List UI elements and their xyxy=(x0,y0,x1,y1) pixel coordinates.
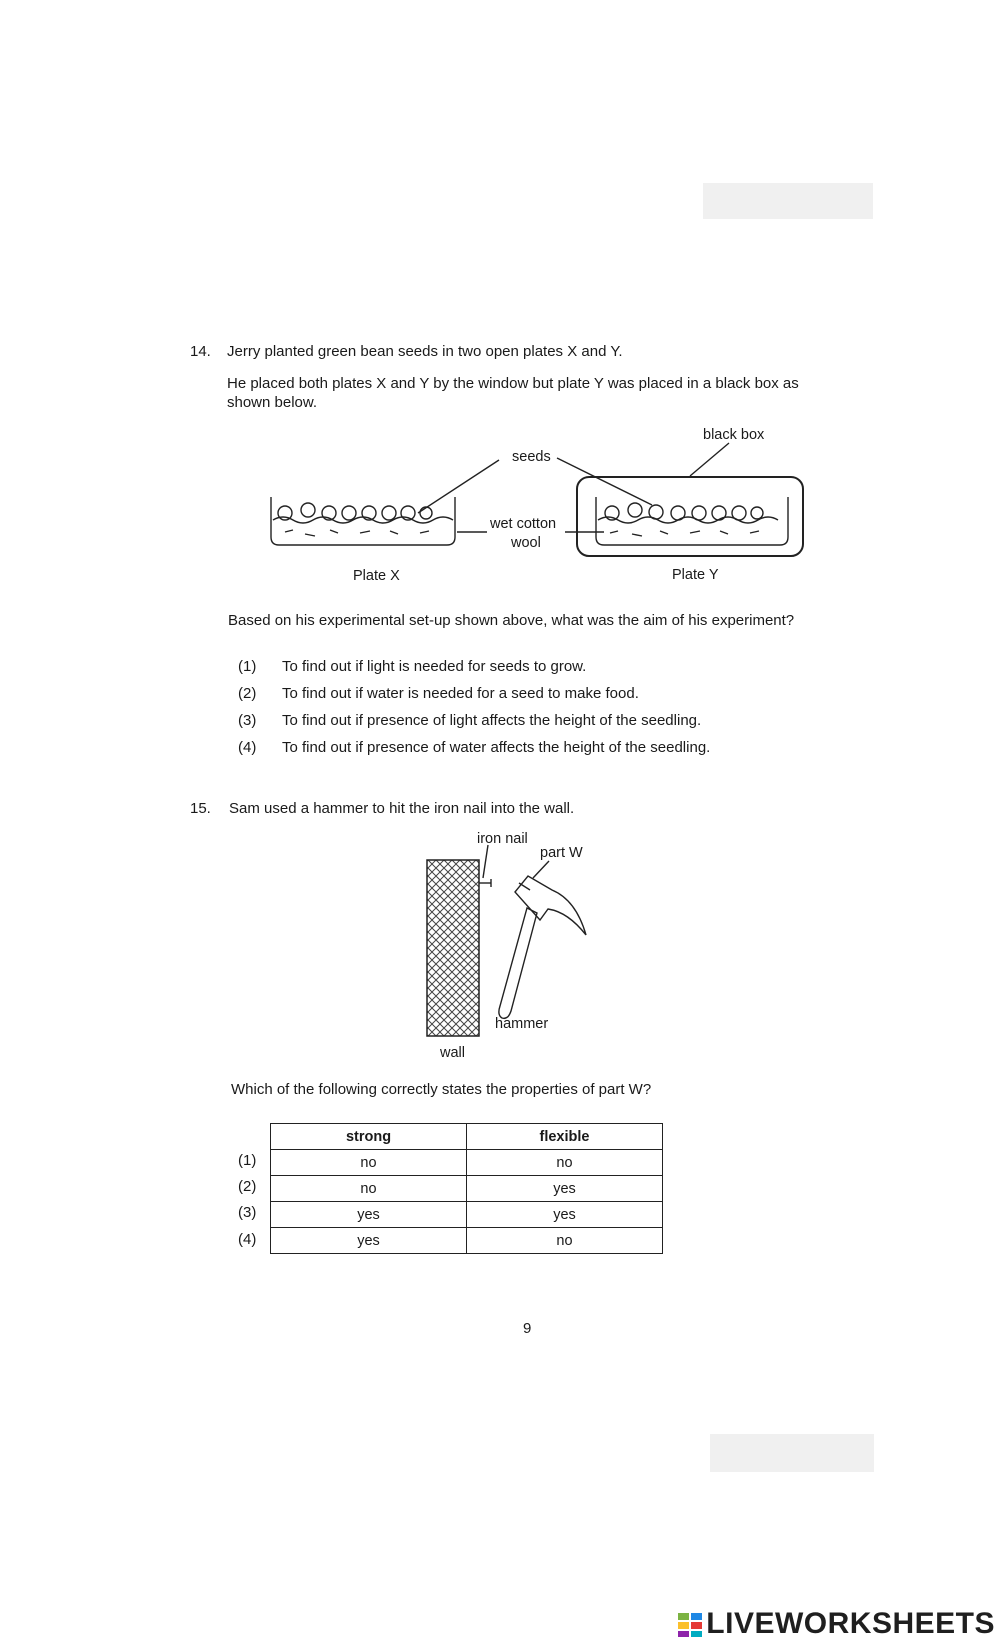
q14-option-4[interactable]: To find out if presence of water affects the height of the seedling. xyxy=(282,739,711,756)
table-cell-flexible: no xyxy=(467,1228,663,1254)
label-iron-nail: iron nail xyxy=(477,831,528,847)
liveworksheets-logo-icon xyxy=(678,1611,702,1645)
label-hammer: hammer xyxy=(495,1016,549,1032)
table-row[interactable] xyxy=(271,1228,663,1254)
properties-table xyxy=(270,1123,663,1254)
q14-option-2[interactable]: To find out if water is needed for a seed to make food. xyxy=(282,685,639,702)
q14-option-3[interactable]: To find out if presence of light affects the height of the seedling. xyxy=(282,712,702,729)
q15-number: 15. xyxy=(190,800,211,817)
q15-question: Which of the following correctly states the properties of part W? xyxy=(231,1081,652,1098)
label-plate-y: Plate Y xyxy=(672,567,719,583)
page-number: 9 xyxy=(523,1320,532,1337)
label-wall: wall xyxy=(440,1045,465,1061)
label-wool: wool xyxy=(511,535,541,551)
table-row-2-num: (2) xyxy=(238,1178,257,1195)
table-row[interactable] xyxy=(271,1150,663,1176)
q14-line2a: He placed both plates X and Y by the window but plate Y was placed in a black box as xyxy=(227,375,799,392)
table-cell-strong: yes xyxy=(271,1228,467,1254)
table-row-4-num: (4) xyxy=(238,1231,257,1248)
table-cell-strong: no xyxy=(271,1150,467,1176)
table-cell-strong: yes xyxy=(271,1202,467,1228)
table-row-3-num: (3) xyxy=(238,1204,257,1221)
table-cell-flexible: yes xyxy=(467,1176,663,1202)
hammer-handle xyxy=(499,908,537,1018)
answer-box-bottom[interactable] xyxy=(710,1434,874,1472)
q14-option-2-num: (2) xyxy=(238,685,257,702)
table-row-1-num: (1) xyxy=(238,1152,257,1169)
brand-text: LIVEWORKSHEETS xyxy=(706,1607,995,1640)
q14-line2b: shown below. xyxy=(227,394,318,411)
table-cell-flexible: yes xyxy=(467,1202,663,1228)
table-header-strong: strong xyxy=(271,1124,467,1150)
label-seeds: seeds xyxy=(512,449,551,465)
iron-nail-pointer xyxy=(483,845,488,878)
q14-option-1-num: (1) xyxy=(238,658,257,675)
table-row[interactable] xyxy=(271,1176,663,1202)
label-plate-x: Plate X xyxy=(353,568,400,584)
liveworksheets-brand xyxy=(678,1607,995,1645)
part-w-pointer xyxy=(533,861,549,878)
q14-option-1[interactable]: To find out if light is needed for seeds to grow. xyxy=(282,658,587,675)
q15-line1: Sam used a hammer to hit the iron nail into the wall. xyxy=(229,800,575,817)
table-cell-flexible: no xyxy=(467,1150,663,1176)
table-header-flexible: flexible xyxy=(467,1124,663,1150)
q14-number: 14. xyxy=(190,343,211,360)
q14-option-3-num: (3) xyxy=(238,712,257,729)
table-row[interactable] xyxy=(271,1202,663,1228)
q14-option-4-num: (4) xyxy=(238,739,257,756)
q14-question: Based on his experimental set-up shown above, what was the aim of his experiment? xyxy=(228,612,795,629)
label-wet-cotton: wet cotton xyxy=(490,516,557,532)
label-part-w: part W xyxy=(540,845,583,861)
table-cell-strong: no xyxy=(271,1176,467,1202)
hammer-head xyxy=(515,876,586,935)
q14-line1: Jerry planted green bean seeds in two open plates X and Y. xyxy=(227,343,623,360)
wall-shape xyxy=(427,860,479,1036)
label-black-box: black box xyxy=(703,427,765,443)
